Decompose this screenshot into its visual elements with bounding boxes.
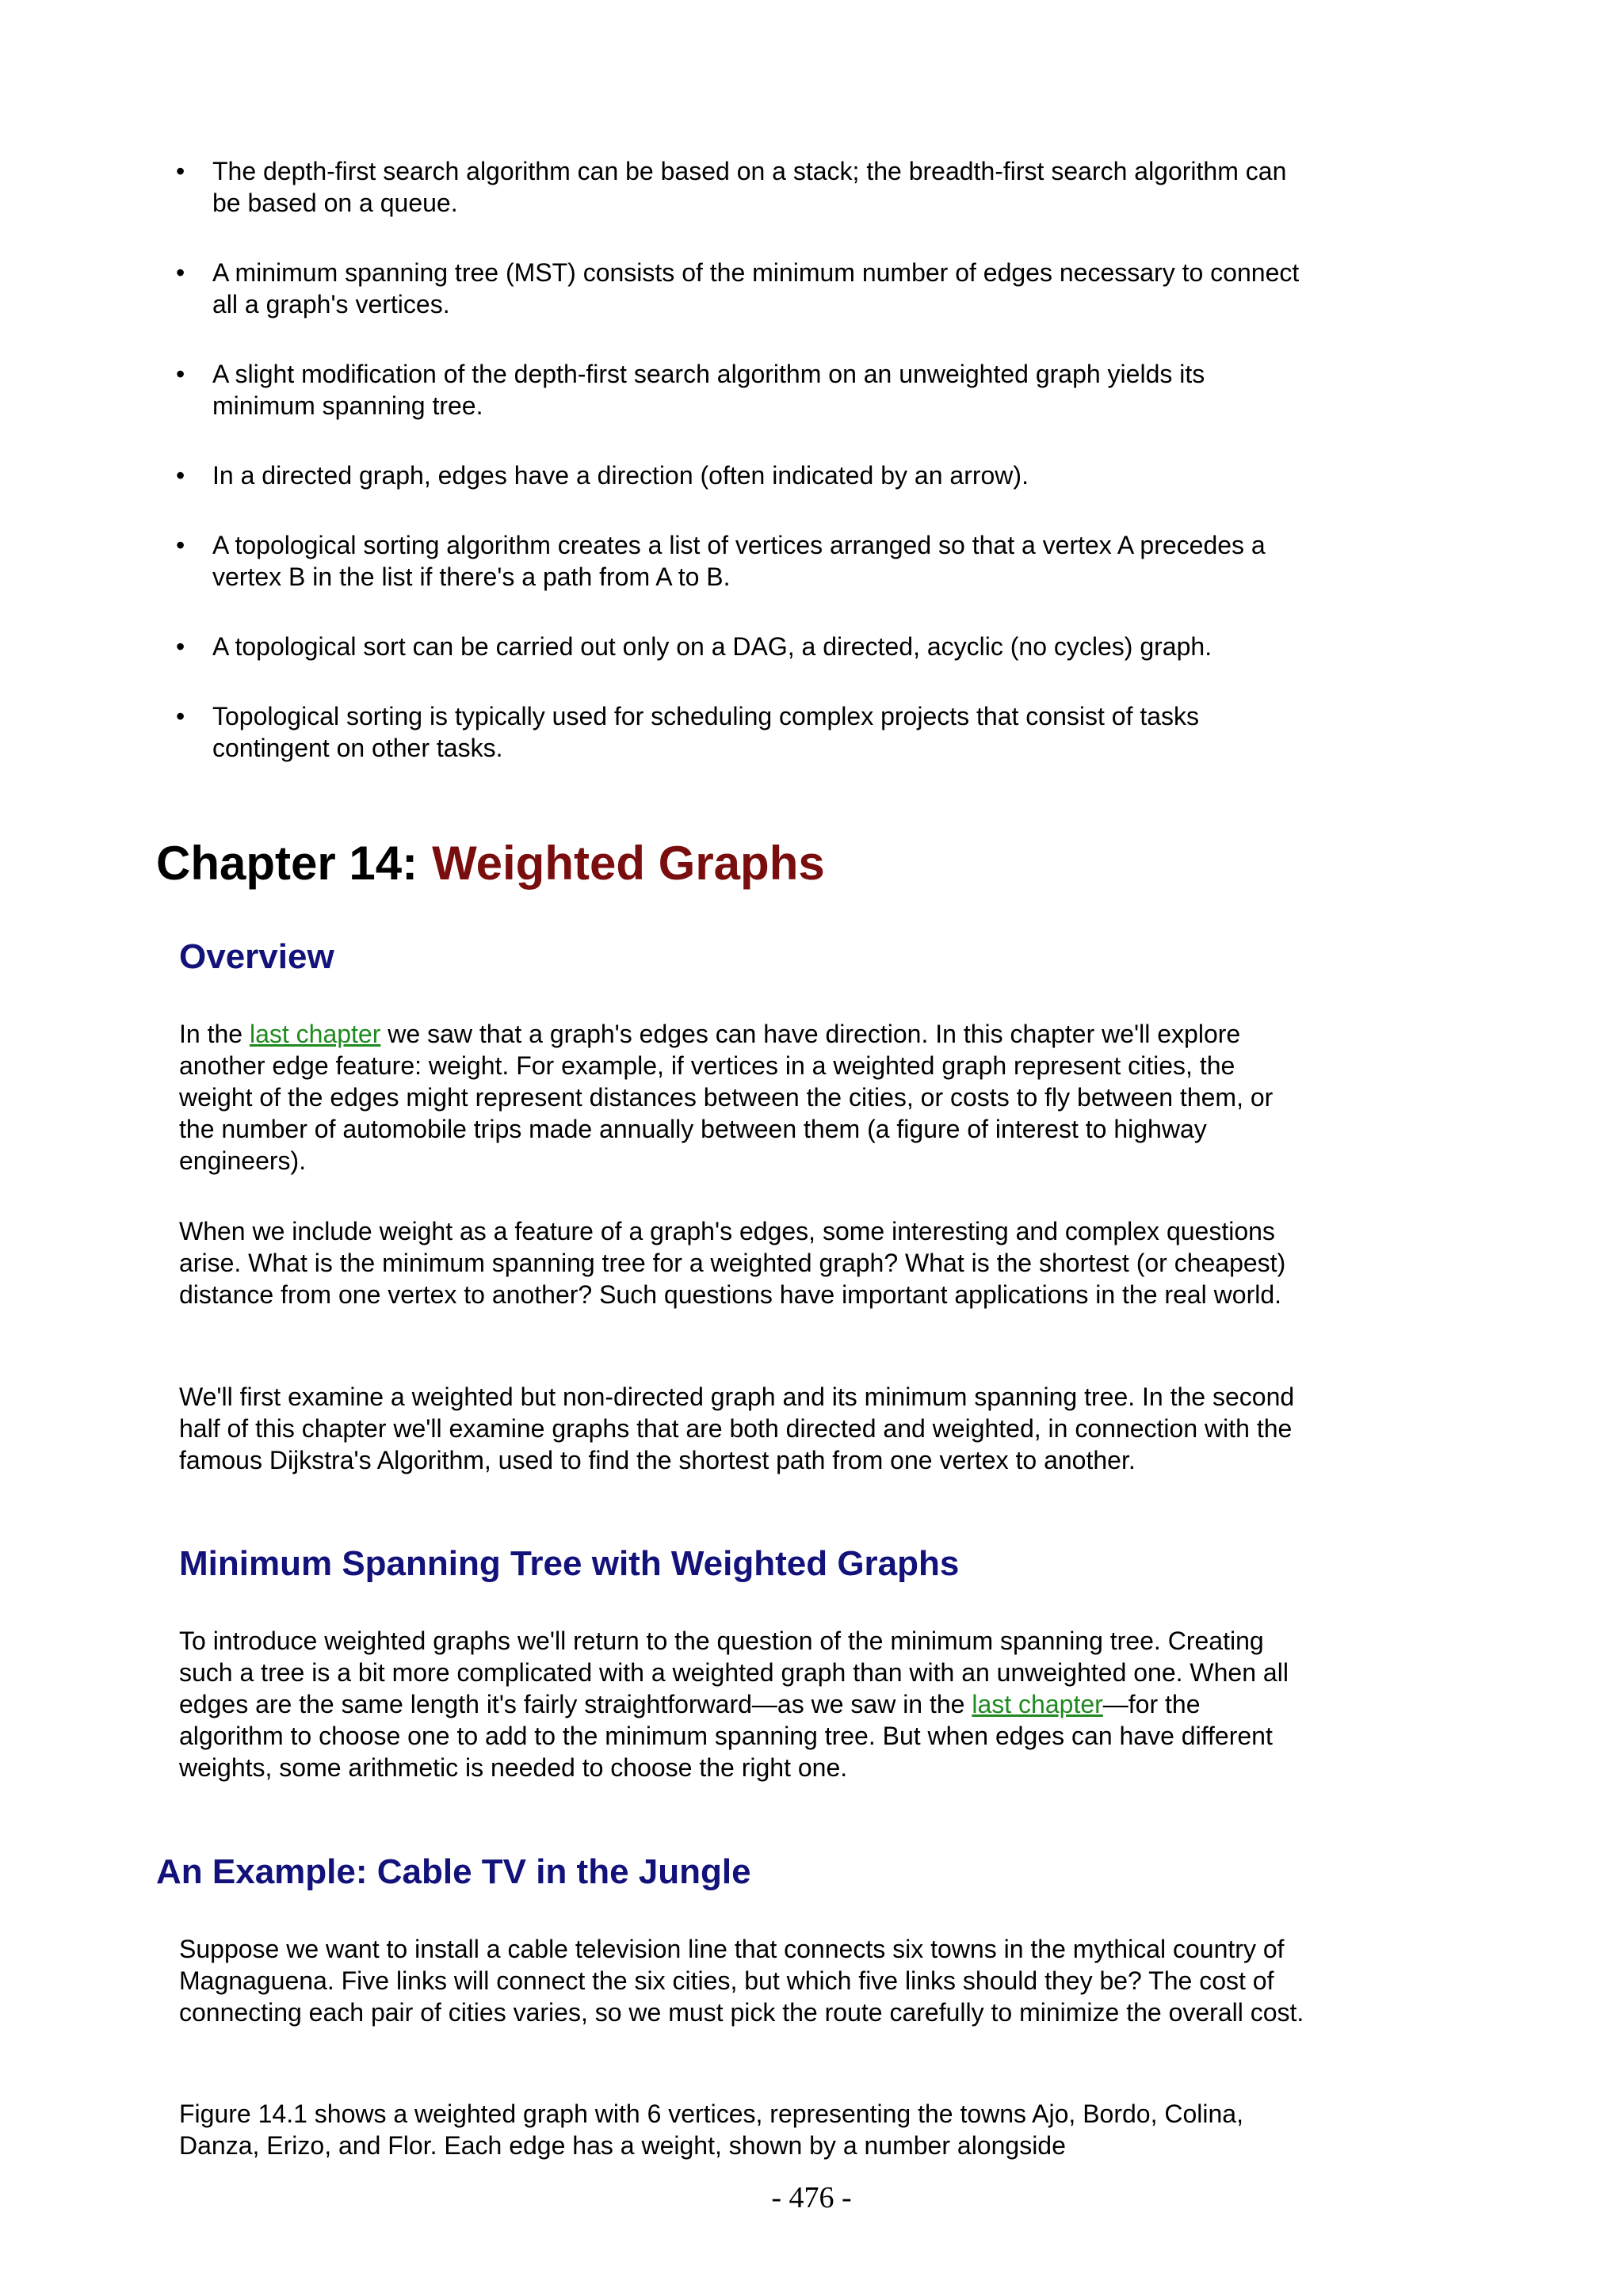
- example-paragraph-1: Suppose we want to install a cable television line that connects six towns in the mythical country of Magnaguena. Five links will connect the six cities, but which five links should they be? The cost of connecting each pair of cities varies, so we must pick the route carefully to minimize the overall cost.: [179, 1935, 1304, 2027]
- bullet-item: • A topological sorting algorithm creates a list of vertices arranged so that a vertex A precedes a vertex B in the list if there's a path from A to B.: [176, 529, 1301, 593]
- mst-heading: Minimum Spanning Tree with Weighted Graphs: [179, 1544, 960, 1583]
- chapter-label: Chapter 14:: [156, 837, 418, 890]
- text-run: —for the algorithm to choose one to add to the minimum spanning tree. But when edges can have different weights, some arithmetic is needed to choose the right one.: [179, 1690, 1273, 1782]
- last-chapter-link[interactable]: last chapter: [972, 1690, 1103, 1718]
- bullet-item: • Topological sorting is typically used for scheduling complex projects that consist of tasks contingent on other tasks.: [176, 700, 1301, 764]
- chapter-title: [156, 833, 825, 894]
- example-heading: An Example: Cable TV in the Jungle: [156, 1852, 751, 1891]
- last-chapter-link[interactable]: last chapter: [249, 1020, 381, 1048]
- text-run: In the: [179, 1020, 250, 1048]
- text-run: we saw that a graph's edges can have direction. In this chapter we'll explore another edge feature: weight. For example, if vertices in a weighted graph represent cities, the weight of the edges might represent distances between the cities, or costs to fly between them, or the number of automobile trips made annually between them (a figure of interest to highway engineers).: [179, 1020, 1274, 1175]
- bullet-item: • A minimum spanning tree (MST) consists of the minimum number of edges necessary to connect all a graph's vertices.: [176, 257, 1301, 320]
- summary-bullet-list: [176, 155, 1301, 802]
- chapter-name: Weighted Graphs: [432, 837, 825, 890]
- bullet-item: • A topological sort can be carried out only on a DAG, a directed, acyclic (no cycles) graph.: [176, 631, 1301, 662]
- overview-paragraph-1: [179, 1018, 1304, 1177]
- overview-paragraph-3: We'll first examine a weighted but non-directed graph and its minimum spanning tree. In the second half of this chapter we'll examine graphs that are both directed and weighted, in connection with the famous Dijkstra's Algorithm, used to find the shortest path from one vertex to another.: [179, 1383, 1295, 1474]
- example-paragraph-2: Figure 14.1 shows a weighted graph with 6 vertices, representing the towns Ajo, Bordo, Colina, Danza, Erizo, and Flor. Each edge has a weight, shown by a number alongside: [179, 2100, 1243, 2160]
- text-run: To introduce weighted graphs we'll return to the question of the minimum spanning tree. Creating such a tree is a bit more complicated with a weighted graph than with an unweighted one. When all edges are the same length it's fairly straightforward—as we saw in the: [179, 1627, 1289, 1718]
- bullet-item: • A slight modification of the depth-first search algorithm on an unweighted graph yields its minimum spanning tree.: [176, 358, 1301, 421]
- bullet-item: • In a directed graph, edges have a direction (often indicated by an arrow).: [176, 460, 1301, 491]
- overview-heading: Overview: [179, 937, 334, 976]
- mst-paragraph-1: [179, 1625, 1304, 1783]
- overview-paragraph-2: When we include weight as a feature of a graph's edges, some interesting and complex questions arise. What is the minimum spanning tree for a weighted graph? What is the shortest (or cheapest) distance from one vertex to another? Such questions have important applications in the real world.: [179, 1217, 1286, 1309]
- page-number: - 476 -: [771, 2181, 852, 2214]
- bullet-item: • The depth-first search algorithm can be based on a stack; the breadth-first search algorithm can be based on a queue.: [176, 155, 1301, 219]
